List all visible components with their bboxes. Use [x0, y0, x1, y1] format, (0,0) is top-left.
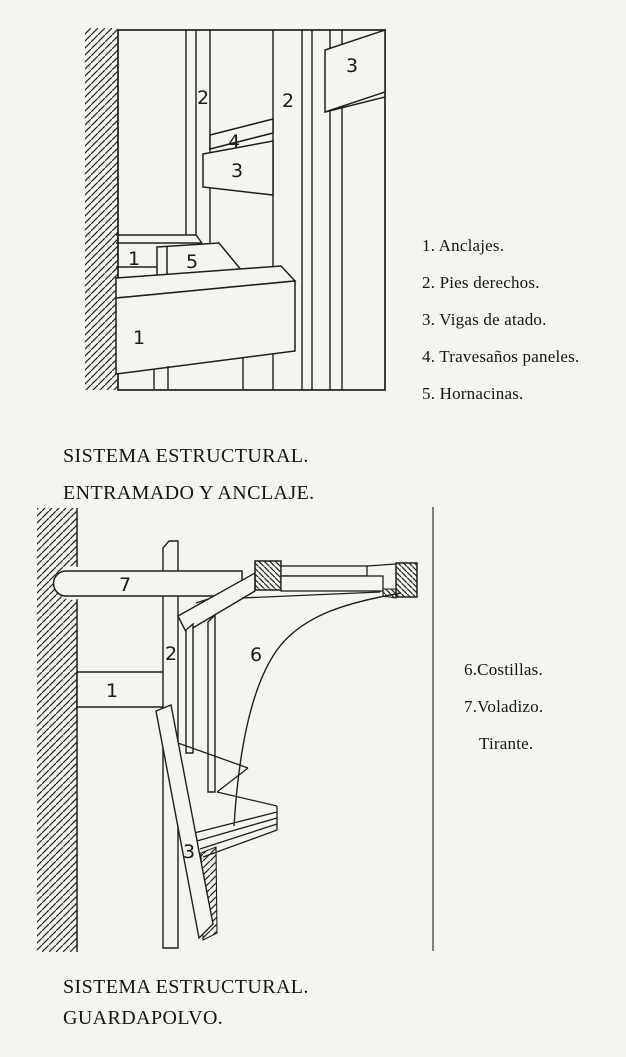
callout-tie-beam-mid: 3: [230, 160, 244, 182]
legend-guardapolvo: [464, 651, 543, 762]
callout-post-left: 2: [196, 87, 210, 109]
tie-block-left: [255, 561, 281, 590]
callout-post-right: 2: [281, 90, 295, 112]
callout-anchor-small: 1: [127, 248, 141, 270]
legend-entramado: [422, 227, 579, 412]
title-line: ENTRAMADO Y ANCLAJE.: [63, 482, 315, 504]
callout-rib: 6: [249, 644, 263, 666]
anchor-beam: [77, 672, 164, 707]
title-line: GUARDAPOLVO.: [63, 1007, 224, 1029]
legend-item: Tirante.: [479, 734, 534, 753]
legend-item: 6.Costillas.: [464, 660, 543, 679]
legend-item: 5. Hornacinas.: [422, 384, 524, 403]
callout-niche: 5: [185, 251, 199, 273]
figure-title-guardapolvo: [63, 972, 309, 1034]
callout-brace: 3: [182, 841, 196, 863]
title-line: SISTEMA ESTRUCTURAL.: [63, 445, 309, 467]
legend-item: 4. Travesaños paneles.: [422, 347, 580, 366]
callout-post: 2: [164, 643, 178, 665]
callout-cross-panel: 4: [227, 131, 241, 153]
cantilever-beam: [53, 571, 242, 596]
callout-anchor-beam: 1: [132, 327, 146, 349]
legend-item: 1. Anclajes.: [422, 236, 505, 255]
callout-anchor: 1: [105, 680, 119, 702]
legend-item: 7.Voladizo.: [464, 697, 544, 716]
legend-item: 3. Vigas de atado.: [422, 310, 547, 329]
legend-item: 2. Pies derechos.: [422, 273, 540, 292]
rib-curve: [234, 593, 401, 826]
title-line: SISTEMA ESTRUCTURAL.: [63, 976, 309, 998]
callout-cantilever: 7: [118, 574, 132, 596]
figure-entramado-anclaje: [80, 20, 390, 395]
rib-panels: [186, 615, 215, 792]
wall-section-hatch: [85, 28, 118, 390]
figure-guardapolvo: [30, 500, 440, 965]
callout-tie-beam-upper: 3: [345, 55, 359, 77]
tie-block-right: [396, 563, 417, 597]
